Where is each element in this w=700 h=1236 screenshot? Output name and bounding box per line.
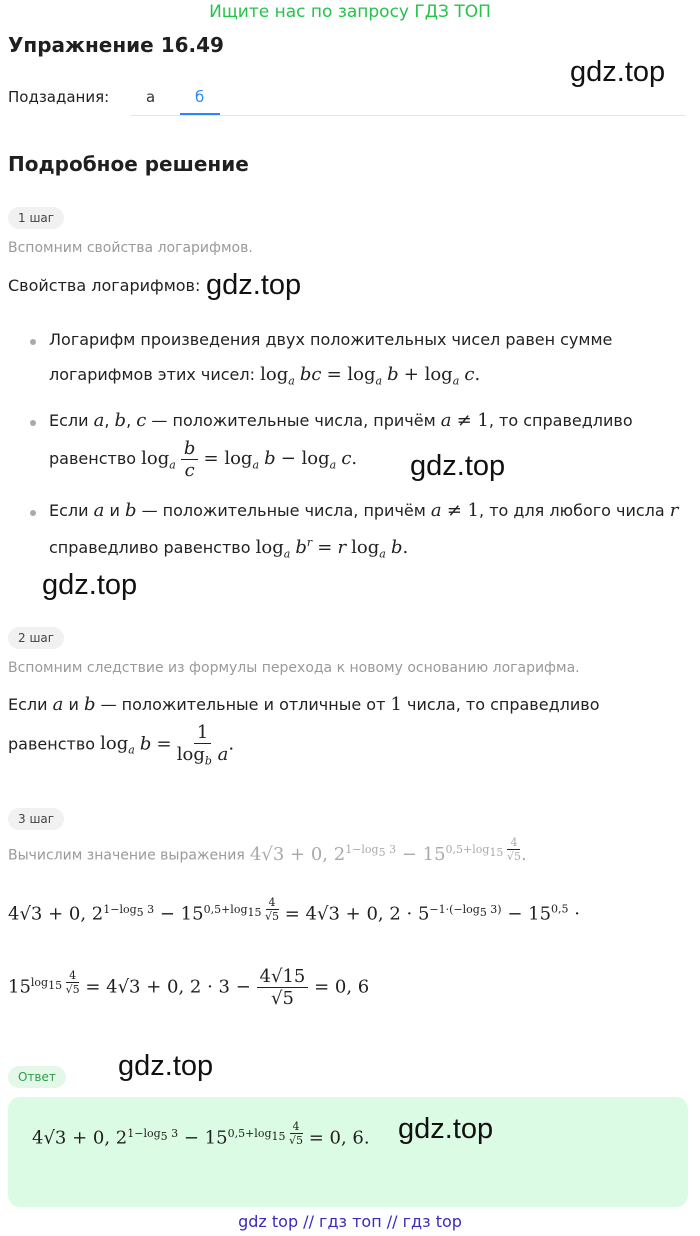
bullet-1-line-1: Логарифм произведения двух положительных чисел равен сумме	[49, 330, 613, 349]
bullet-1-line-2: логарифмов этих чисел: $\log_a$ bc = $\log_a b + \log_a c$.	[49, 364, 481, 388]
page-title: Упражнение 16.49	[8, 33, 224, 57]
solution-title: Подробное решение	[8, 152, 249, 176]
bullet-3-line-2: справедливо равенство $\log_a b^r = r$ $\log_a b$.	[49, 536, 409, 561]
step-1-hint: Вспомним свойства логарифмов.	[8, 240, 253, 256]
active-tab-underline	[180, 113, 220, 115]
answer-equation: 4√3 + 0, $2^{1-log_5 3} - 15^{0,5+log_{15} \frac{4}{√5}}$ = 0, 6.	[32, 1120, 370, 1149]
watermark: gdz.top	[206, 269, 302, 301]
watermark: gdz.top	[42, 569, 138, 601]
top-banner: Ищите нас по запросу ГДЗ ТОП	[209, 2, 491, 22]
bullet-3-line-1: Если a и b — положительные числа, причём a ≠ 1, то для любого числа r	[49, 500, 679, 521]
step-2-line-2: равенство $\log_a b$ = $\frac{1}{\log_b a}$ .	[8, 722, 235, 768]
step-3-badge: 3 шаг	[8, 808, 64, 830]
step-3-equation-2: $15^{log_{15} \frac{4}{√5}}$ = 4√3 + 0, 2 · 3 − $\frac{4√15}{√5}$ = 0, 6	[8, 966, 370, 1009]
step-1-badge: 1 шаг	[8, 207, 64, 229]
subtasks-label: Подзадания:	[8, 88, 110, 106]
footer-links[interactable]: gdz top // гдз топ // гдз top	[238, 1212, 462, 1231]
step-3-hint: Вычислим значение выражения 4√3 + 0, $2^{1-log_5 3} - 15^{0,5+log_{15} \frac{4}{√5}}$ .	[8, 836, 527, 865]
step-3-equation-1: 4√3 + 0, $2^{1-log_5 3} - 15^{0,5+log_{15} \frac{4}{√5}}$ = 4√3 + 0, $2 \cdot 5^{-1\cdot(-log_5 3)} - 15^{0,5}$ ·	[8, 896, 580, 925]
bullet-dot	[30, 420, 36, 426]
watermark: gdz.top	[410, 450, 506, 482]
watermark: gdz.top	[570, 56, 666, 88]
watermark: gdz.top	[118, 1050, 214, 1082]
watermark: gdz.top	[398, 1113, 494, 1145]
tab-a[interactable]: а	[146, 88, 156, 106]
bullet-2-line-2: равенство $\log_a$ $\frac{b}{c}$ = $\log_a b - \log_a c$.	[49, 438, 358, 481]
tabs-divider	[130, 115, 686, 116]
answer-badge: Ответ	[8, 1066, 66, 1088]
tab-b[interactable]: б	[195, 88, 205, 106]
step-2-line-1: Если a и b — положительные и отличные от 1 числа, то справедливо	[8, 694, 600, 715]
bullet-dot	[30, 339, 36, 345]
step-1-heading: Свойства логарифмов:	[8, 276, 201, 295]
step-2-hint: Вспомним следствие из формулы перехода к новому основанию логарифма.	[8, 660, 580, 676]
answer-box	[8, 1097, 688, 1207]
step-2-badge: 2 шаг	[8, 627, 64, 649]
bullet-2-line-1: Если a, b, c — положительные числа, причём a ≠ 1, то справедливо	[49, 410, 633, 431]
bullet-dot	[30, 510, 36, 516]
